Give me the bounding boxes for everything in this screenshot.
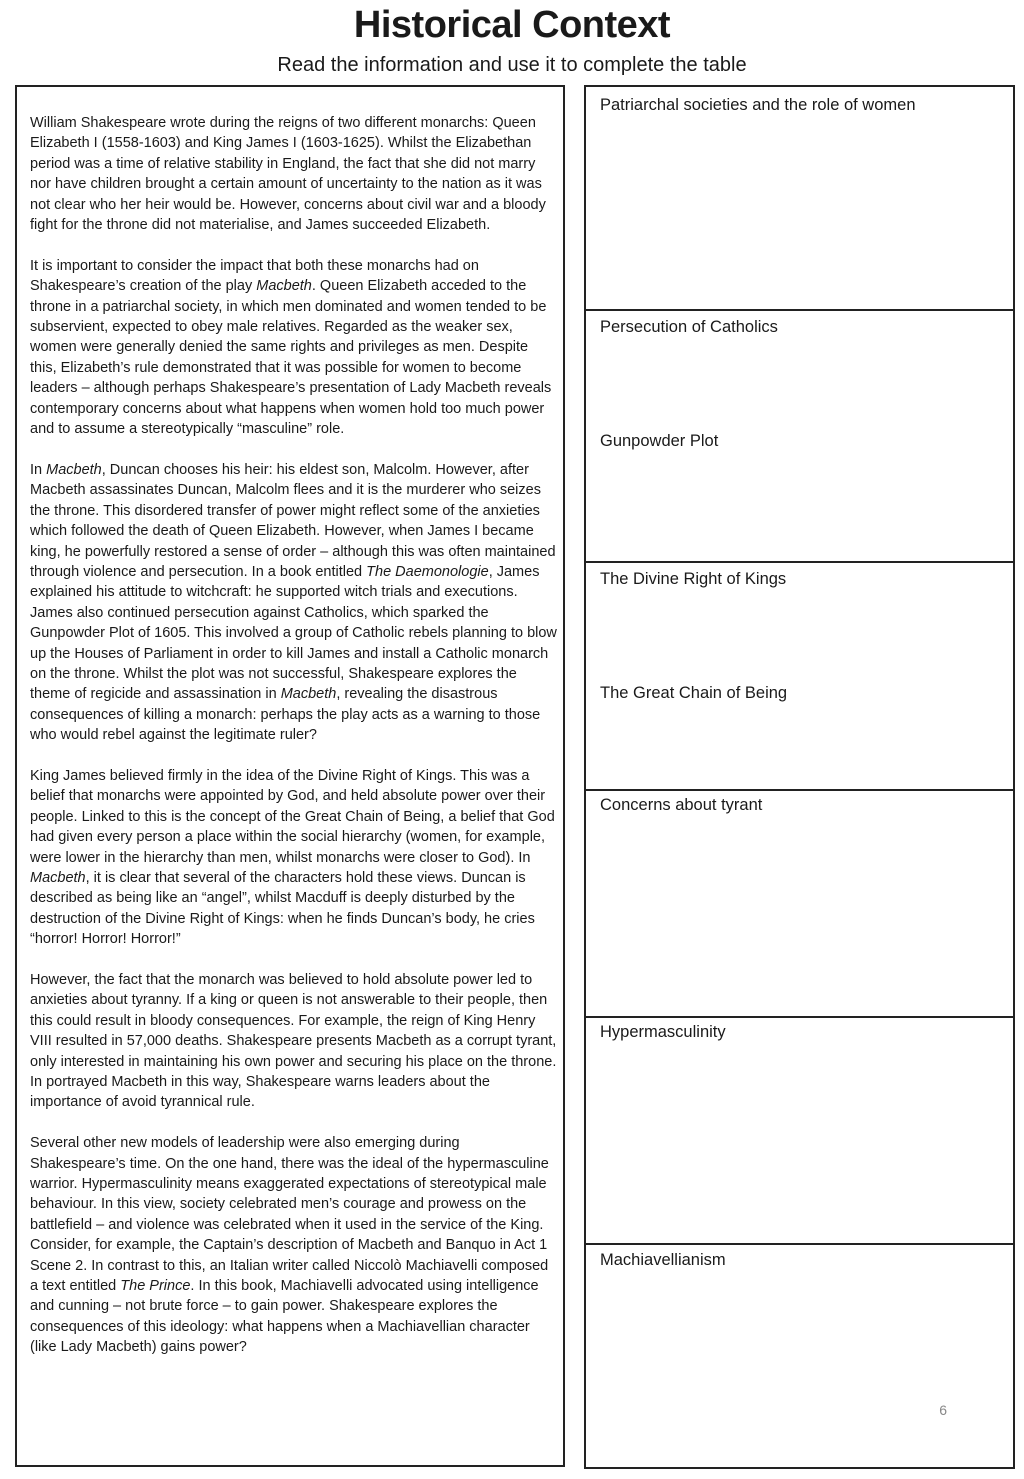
table-label: Hypermasculinity (600, 1023, 726, 1041)
paragraph-tyranny: However, the fact that the monarch was believed to hold absolute power led to anxieties about tyranny. If a king or queen is not answerable to their people, then this could result in bloody consequences. For example, the reign of King Henry VIII resulted in 57,000 deaths. Shakespeare presents Macbeth as a corrupt tyrant, only interested in maintaining his own power and securing his place on the throne. In portrayed Macbeth in this way, Shakespeare warns leaders about the importance of avoid tyrannical rule. (30, 972, 557, 1111)
paragraph-patriarchy: It is important to consider the impact that both these monarchs had on Shakespeare’s creation of the play Macbeth. Queen Elizabeth acceded to the throne in a patriarchal society, in which men dominated and women tended to be subservient, expected to obey male relatives. Regarded as the weaker sex, women were generally denied the same rights and privileges as men. Despite this, Elizabeth’s rule demonstrated that it was possible for women to become leaders – although perhaps Shakespeare’s presentation of Lady Macbeth reveals contemporary concerns about what happens when women hold too much power and to assume a stereotypically “masculine” role. (30, 257, 552, 438)
table-cell-patriarchal[interactable] (586, 87, 1013, 311)
book-title: The Daemonologie (366, 563, 489, 580)
table-cell-tyrant[interactable] (586, 791, 1013, 1018)
play-title: Macbeth (30, 869, 86, 886)
page-number: 6 (939, 1402, 947, 1418)
table-label: The Divine Right of Kings (600, 570, 787, 588)
paragraph-succession: In Macbeth, Duncan chooses his heir: his eldest son, Malcolm. However, after Macbeth assassinates Duncan, Malcolm flees and it is the murderer who seizes the throne. This disordered transfer of power might reflect some of the anxieties which followed the death of Queen Elizabeth. However, when James I became king, he powerfully restored a sense of order – although this was often maintained through violence and persecution. In a book entitled The Daemonologie, James explained his attitude to witchcraft: he supported witch trials and executions. James also continued persecution against Catholics, which sparked the Gunpowder Plot of 1605. This involved a group of Catholic rebels planning to blow up the Houses of Parliament in order to kill James and install a Catholic monarch on the throne. Whilst the plot was not successful, Shakespeare explores the theme of regicide and assassination in Macbeth, revealing the disastrous consequences of killing a monarch: perhaps the play acts as a warning to those who would rebel against the legitimate ruler? (30, 461, 557, 744)
page-title: Historical Context (353, 4, 671, 46)
play-title: Macbeth (46, 461, 102, 478)
table-label: Persecution of Catholics (600, 318, 778, 336)
table-cell-hypermasculinity[interactable] (586, 1018, 1013, 1245)
table-label: Patriarchal societies and the role of women (600, 96, 916, 114)
paragraph-monarchs: William Shakespeare wrote during the reigns of two different monarchs: Queen Elizabeth I (1558-1603) and King James I (1603-1625). Whilst the Elizabethan period was a time of relative stability in England, the fact that she did not marry nor have children brought a certain amount of uncertainty to the nation as it was not clear who her heir would be. However, concerns about civil war and a bloody fight for the throne did not materialise, and James succeeded Elizabeth. (30, 115, 546, 234)
play-title: Macbeth (280, 686, 337, 703)
information-passage-box (15, 85, 565, 1467)
table-cell-catholics-gunpowder[interactable] (586, 311, 1013, 563)
paragraph-leadership-models: Several other new models of leadership were also emerging during Shakespeare’s time. On the one hand, there was the ideal of the hypermasculine warrior. Hypermasculinity means exaggerated expectations of stereotypical male behaviour. In this view, society celebrated men’s courage and prowess on the battlefield – and violence was celebrated when it used in the service of the King. Consider, for example, the Captain’s description of Macbeth and Banquo in Act 1 Scene 2. In contrast to this, an Italian writer called Niccolò Machiavelli composed a text entitled The Prince. In this book, Machiavelli advocated using intelligence and cunning – not brute force – to gain power. Shakespeare explores the consequences of this ideology: what happens when a Machiavellian character (like Lady Macbeth) gains power? (30, 1135, 549, 1356)
book-title: The Prince (120, 1278, 191, 1295)
play-title: Macbeth (256, 278, 312, 295)
table-label: Machiavellianism (600, 1251, 726, 1269)
table-label: Gunpowder Plot (600, 432, 719, 450)
information-passage (30, 113, 558, 1378)
paragraph-divine-right: King James believed firmly in the idea of the Divine Right of Kings. This was a belief that monarchs were appointed by God, and held absolute power over their people. Linked to this is the concept of the Great Chain of Being, a belief that God had given every person a place within the social hierarchy (women, for example, were lower in the hierarchy than men, whilst monarchs were closer to God). In Macbeth, it is clear that several of the characters hold these views. Duncan is described as being like an “angel”, whilst Macduff is deeply disturbed by the destruction of the Divine Right of Kings: when he finds Duncan’s body, he cries “horror! Horror! Horror!” (30, 767, 555, 948)
table-label: The Great Chain of Being (600, 684, 788, 702)
table-cell-machiavellianism[interactable] (586, 1245, 1013, 1467)
context-table (584, 85, 1015, 1469)
page-subtitle: Read the information and use it to complete the table (277, 54, 747, 76)
table-cell-divine-right-chain[interactable] (586, 563, 1013, 791)
table-label: Concerns about tyrant (600, 796, 763, 814)
